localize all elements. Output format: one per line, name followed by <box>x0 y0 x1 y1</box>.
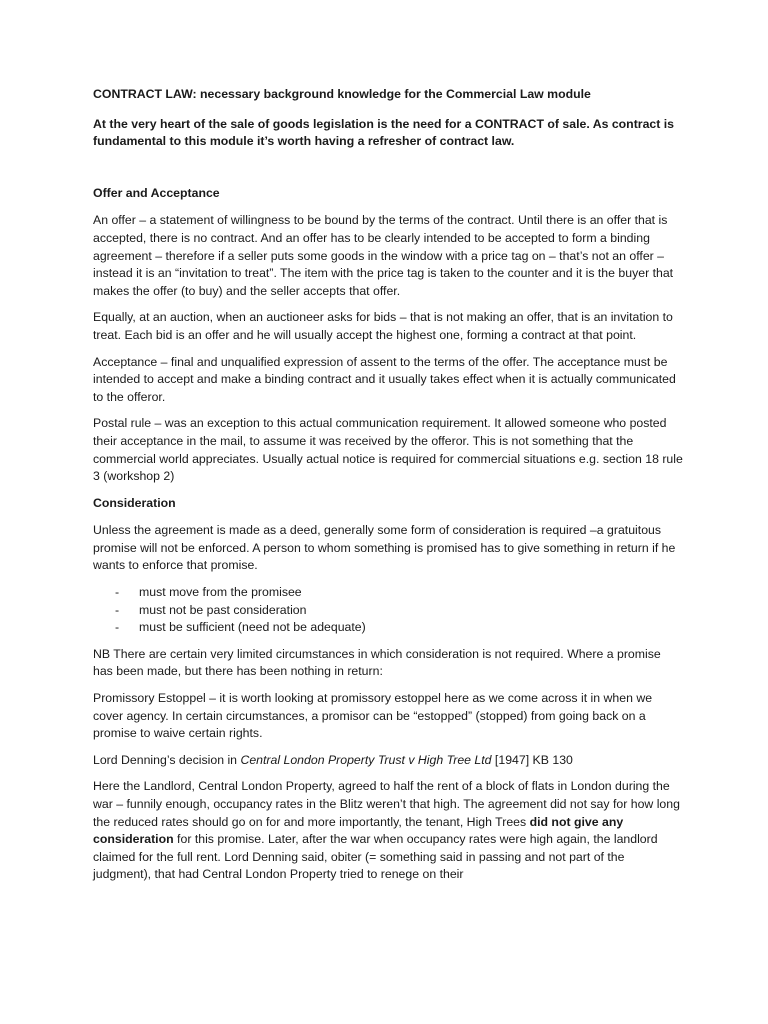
offer-paragraph: An offer – a statement of willingness to be bound by the terms of the contract. Until there is an offer that is accepted, there is no contract. And an offer has to be clearly intended to be accepted to form a binding agreement – therefore if a seller puts some goods in the window with a price tag on – that’s not an offer – instead it is an “invitation to treat”. The item with the price tag is taken to the counter and it is the buyer that makes the offer (to buy) and the seller accepts that offer. <box>93 213 674 298</box>
offer-acceptance-heading: Offer and Acceptance <box>93 185 220 200</box>
denning-prefix: Lord Denning’s decision in <box>93 752 241 767</box>
document-title: CONTRACT LAW: necessary background knowledge for the Commercial Law module <box>93 87 591 101</box>
landlord-text-end: for this promise. Later, after the war when occupancy rates were high again, the landlord claimed for the full rent. Lord Denning said, obiter (= something said in passing and not part of the judgment), that had Central London Property tried to renege on their <box>93 832 658 882</box>
consideration-paragraph: Unless the agreement is made as a deed, generally some form of consideration is required –a gratuitous promise will not be enforced. A person to whom something is promised has to give something in return if he wants to enforce that promise. <box>93 523 676 573</box>
landlord-paragraph <box>93 778 683 884</box>
denning-paragraph <box>93 752 683 770</box>
list-item <box>93 619 683 637</box>
nb-paragraph: NB There are certain very limited circumstances in which consideration is not required. Where a promise has been made, but there has been nothing in return: <box>93 646 661 679</box>
consideration-heading: Consideration <box>93 495 176 510</box>
landlord-bold-text: did not give any consideration <box>93 814 624 847</box>
list-item-text: must move from the promisee <box>139 585 302 600</box>
dash-bullet: - <box>115 620 120 635</box>
dash-bullet: - <box>115 602 120 617</box>
case-citation: Central London Property Trust v High Tree Ltd <box>240 752 492 767</box>
postal-rule-paragraph: Postal rule – was an exception to this actual communication requirement. It allowed someone who posted their acceptance in the mail, to assume it was received by the offeror. This is not something that the commercial world appreciates. Usually actual notice is required for commercial situations e.g. section 18 rule 3 (workshop 2) <box>93 416 683 484</box>
estoppel-paragraph: Promissory Estoppel – it is worth looking at promissory estoppel here as we come across it in when we cover agency. In certain circumstances, a promisor can be “estopped” (stopped) from going back on a promise to waive certain rights. <box>93 691 653 741</box>
list-item <box>93 584 683 602</box>
denning-suffix: [1947] KB 130 <box>491 752 573 767</box>
acceptance-paragraph: Acceptance – final and unqualified expression of assent to the terms of the offer. The acceptance must be intended to accept and make a binding contract and it usually takes effect when it is actually communicated to the offeror. <box>93 354 676 404</box>
list-item-text: must be sufficient (need not be adequate) <box>139 620 366 635</box>
consideration-list <box>93 584 683 637</box>
intro-paragraph: At the very heart of the sale of goods legislation is the need for a CONTRACT of sale. As contract is fundamental to this module it’s worth having a refresher of contract law. <box>93 116 675 149</box>
landlord-text-start: Here the Landlord, Central London Property, agreed to half the rent of a block of flats in London during the war – funnily enough, occupancy rates in the Blitz weren’t that high. The agreement did not say for how long the reduced rates should go on for and more importantly, the tenant, High Trees <box>93 779 680 829</box>
document-body <box>93 86 683 893</box>
dash-bullet: - <box>115 585 120 600</box>
list-item-text: must not be past consideration <box>139 602 307 617</box>
list-item <box>93 602 683 620</box>
auction-paragraph: Equally, at an auction, when an auctioneer asks for bids – that is not making an offer, that is an invitation to treat. Each bid is an offer and he will usually accept the highest one, forming a contract at that point. <box>93 310 673 342</box>
